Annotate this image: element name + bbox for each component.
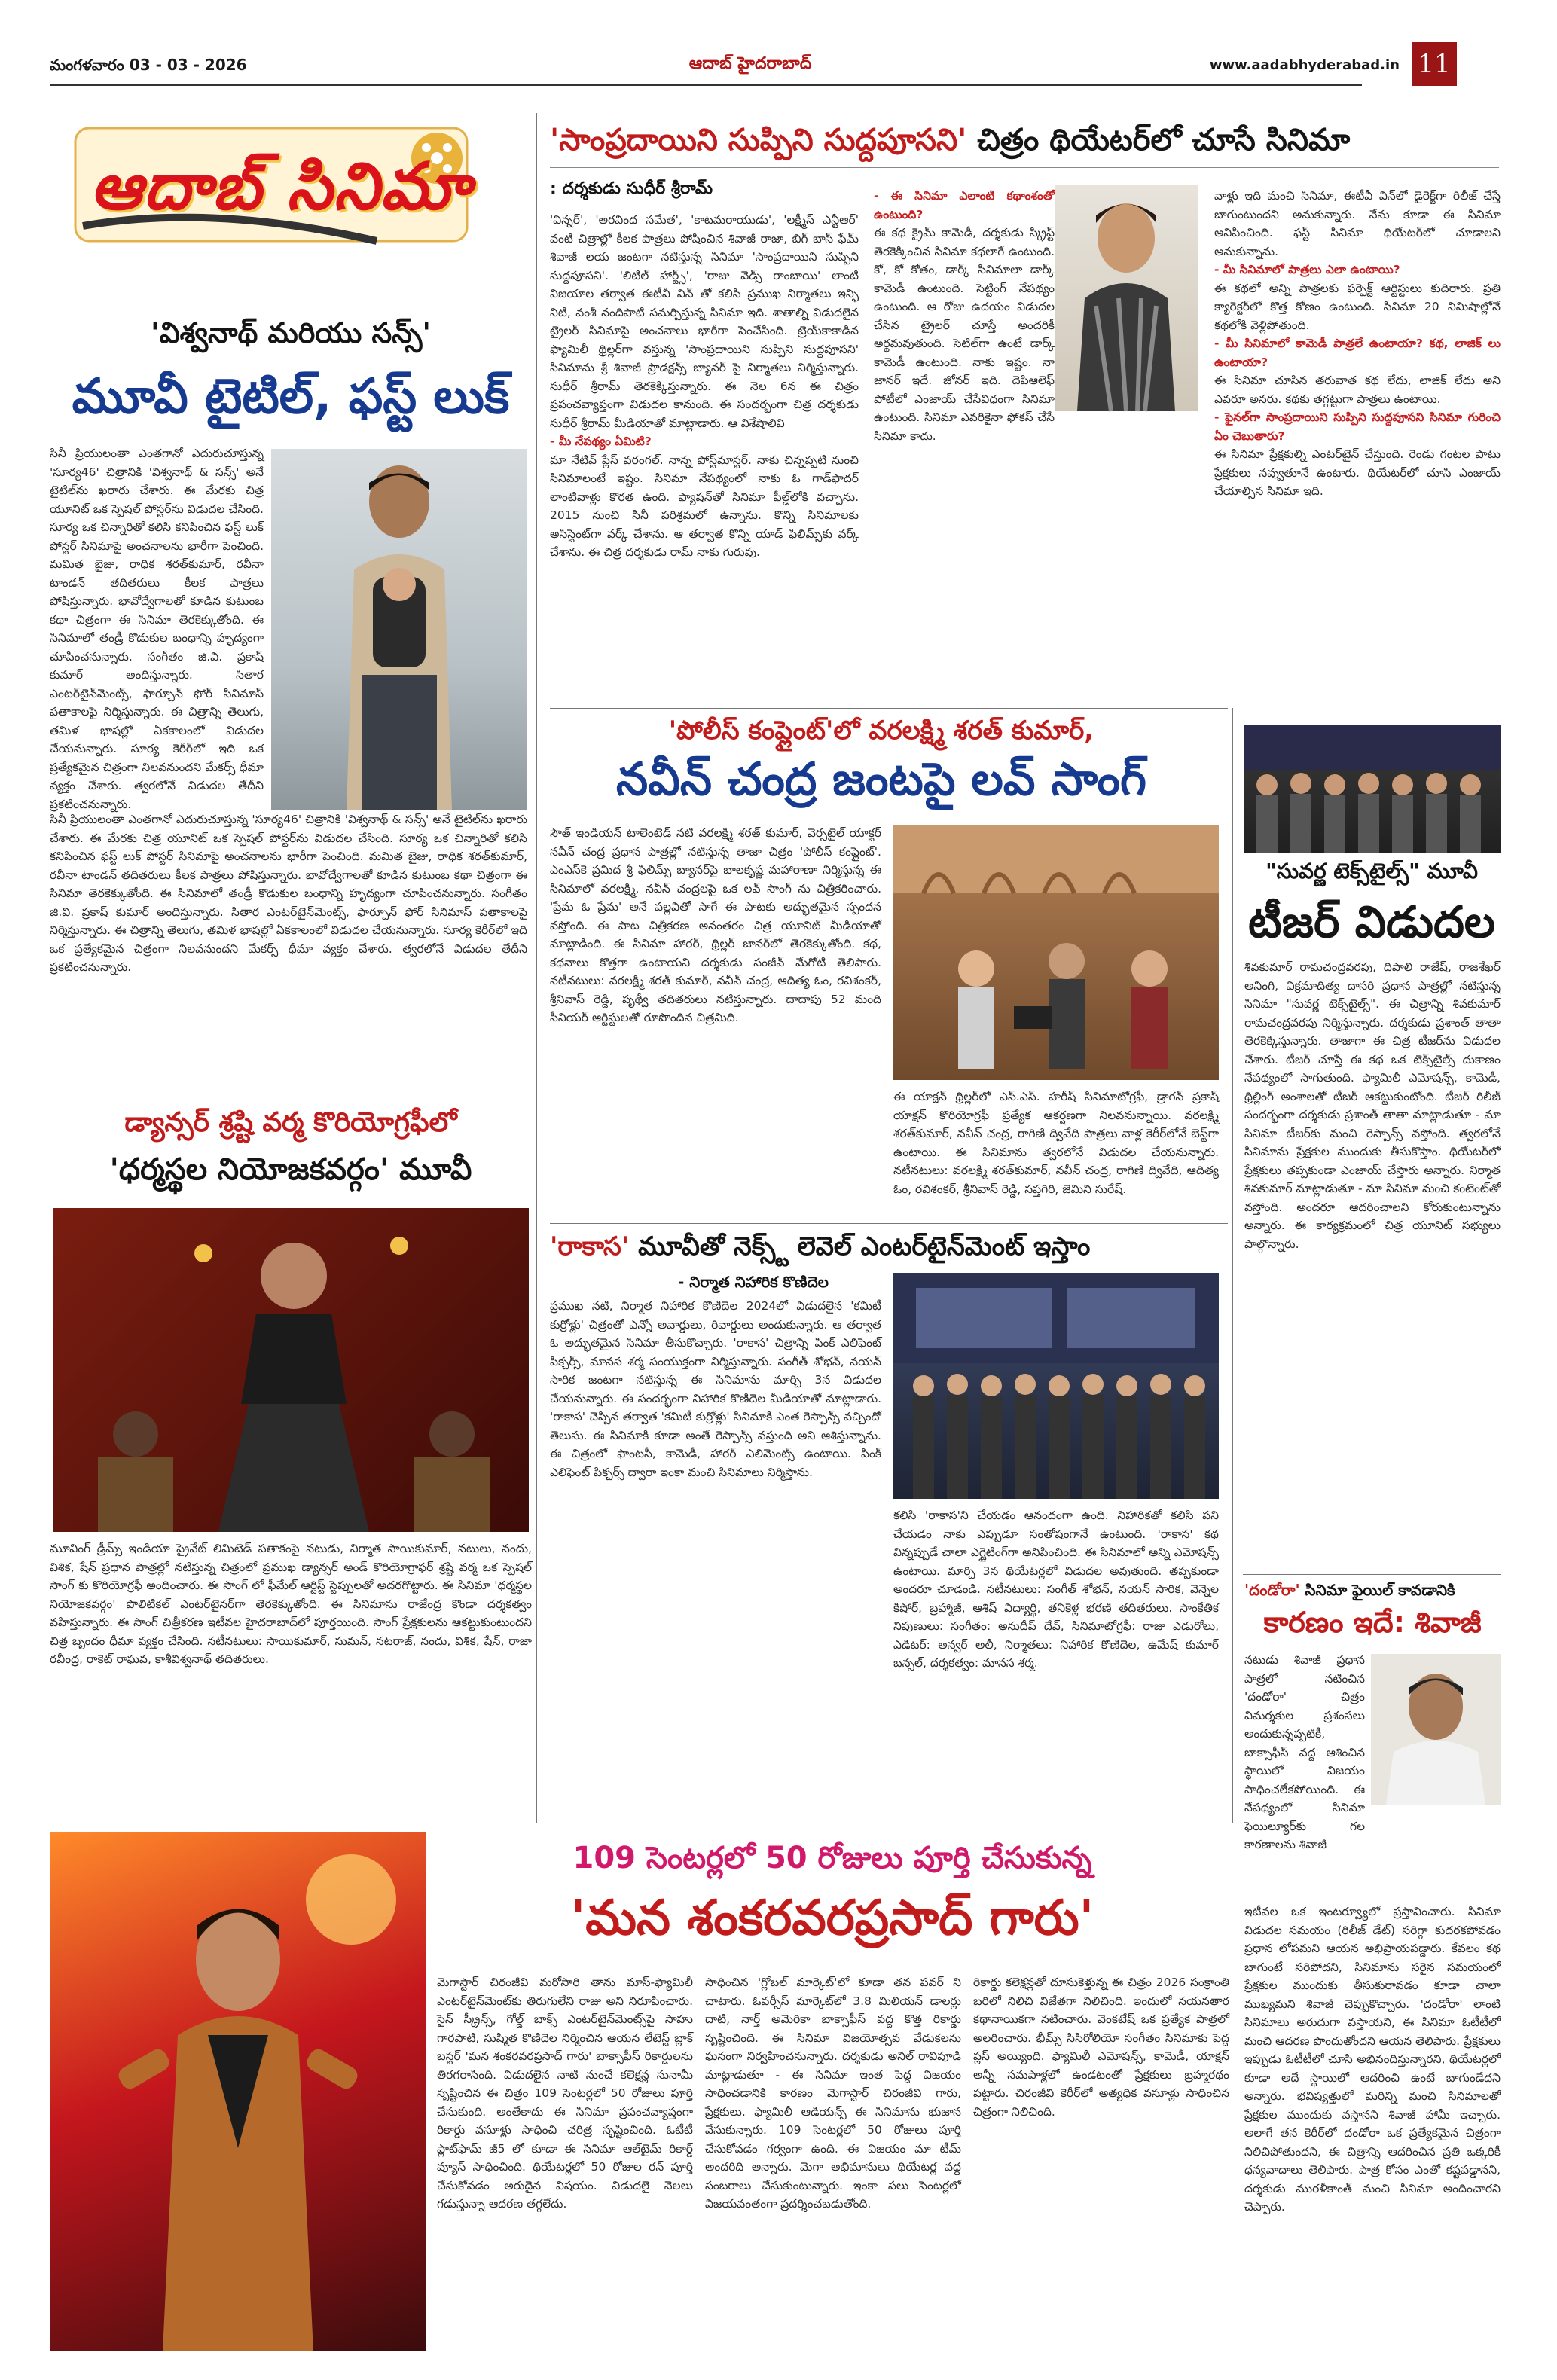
viswanath-text-left bbox=[50, 444, 264, 811]
polish-text-left bbox=[550, 824, 881, 1214]
sankara-body-col2: సాధించిన 'గ్లోబల్ మార్కెట్'లో కూడా తన పవర్ ని చాటారు. ఓవర్సీస్ మార్కెట్‌లో 3.8 మిలియన్ డాలర్లు దాటి, నార్త్ అమెరికా బాక్సాఫీస్ వద్ద కొత్త రికార్డు సృష్టించింది. ఈ సినిమా విజయోత్సవ వేడుకలను ఘనంగా నిర్వహించనున్నారు. దర్శకుడు అనిల్ రావిపూడి మాట్లాడుతూ - ఈ సినిమా ఇంత పెద్ద విజయం సాధించడానికి కారణం మెగాస్టార్ చిరంజీవి గారు, ప్రేక్షకులు. ఫ్యామిలీ ఆడియన్స్ ఈ సినిమాను భుజాన వేసుకున్నారు. 109 సెంటర్లలో 50 రోజులు పూర్తి చేసుకోవడం గర్వంగా ఉంది. ఈ విజయం మా టీమ్ అందరిది అన్నారు. మెగా అభిమానులు థియేటర్ల వద్ద సంబరాలు చేసుకుంటున్నారు. ఇంకా పలు సెంటర్లలో విజయవంతంగా ప్రదర్శించబడుతోంది. bbox=[705, 1976, 961, 2211]
sankara-body-col1: మెగాస్టార్ చిరంజీవి మరోసారి తాను మాస్-ఫ్యామిలీ ఎంటర్‌టైన్‌మెంట్‌కు తిరుగులేని రాజు అని నిరూపించారు. సైన్ స్క్రీన్స్, గోల్డ్ బాక్స్ ఎంటర్‌టైన్‌మెంట్స్‌పై సాహు గారపాటి, సుష్మిత కొణిదెల నిర్మించిన ఆయన లేటెస్ట్ బ్లాక్ బస్టర్ 'మన శంకరవరప్రసాద్ గారు' బాక్సాఫీస్ రికార్డులను తిరగరాసింది. విడుదలైన నాటి నుంచే కలెక్షన్ల సునామీ సృష్టించిన ఈ చిత్రం 109 సెంటర్లలో 50 రోజులు పూర్తి చేసుకుంది. అంతేకాదు ఈ సినిమా ప్రపంచవ్యాప్తంగా రికార్డు వసూళ్లు సాధించి చరిత్ర సృష్టించింది. ఓటీటీ ప్లాట్‌ఫామ్ జీ5 లో కూడా ఈ సినిమా ఆల్‌టైమ్ రికార్డ్ వ్యూస్ సాధించింది. థియేటర్లలో 50 రోజుల రన్ పూర్తి చేసుకోవడం అరుదైన విషయం. విడుదలై నెలలు గడుస్తున్నా ఆదరణ తగ్గలేదు. bbox=[437, 1976, 693, 2211]
polish-line2: నవీన్ చంద్ర జంటపై లవ్ సాంగ్ bbox=[616, 753, 1146, 806]
masthead-title: ఆదాబ్ హైదరాబాద్ bbox=[688, 54, 812, 73]
polish-body-right: ఈ యాక్షన్ థ్రిల్లర్‌లో ఎస్.ఎస్. హరీష్ సినిమాటోగ్రఫీ, డ్రాగన్ ప్రకాష్ యాక్షన్ కొరియోగ్రఫీ ప్రత్యేక ఆకర్షణగా నిలవనున్నాయి. వరలక్ష్మి శరత్‌కుమార్, నవీన్ చంద్ర, రాగిణి ద్వివేది పాత్రలు వాళ్ల కెరీర్‌లోనే బెస్ట్‌గా ఉంటాయి. ఈ సినిమాను త్వరలోనే విడుదల చేయనున్నారు. నటీనటులు: వరలక్ష్మి శరత్‌కుమార్, నవీన్ చంద్ర, రాగిణి ద్వివేది, ఆదిత్య ఓం, రవిశంకర్, శ్రీనివాస్ రెడ్డి, సప్తగిరి, జెమిని సురేష్. bbox=[893, 1090, 1219, 1196]
suvarna-group-photo bbox=[1244, 725, 1501, 853]
polish-line1: 'పోలీస్ కంప్లైంట్'లో వరలక్ష్మి శరత్ కుమార్, bbox=[668, 716, 1094, 746]
left-divider bbox=[536, 113, 537, 1823]
header-date: మంగళవారం 03 - 03 - 2026 bbox=[50, 56, 247, 74]
top-story-a1: మా నేటివ్ ప్లేస్ వరంగల్. నాన్న పోస్ట్‌మాస్టర్. నాకు చిన్నప్పటి నుంచి సినిమాలంటే ఇష్టం. సినిమా నేపథ్యంలో నాకు ఓ గాడ్‌ఫాదర్ లాంటివాళ్లు కొరత ఉంది. ఫ్యాషన్‌తో సినిమా ఫీల్డ్‌లోకి వచ్చాను. 2015 నుంచి సినీ పరిశ్రమలో ఉన్నాను. కొన్ని సినిమాలకు అసిస్టెంట్‌గా వర్క్ చేశాను. ఆ తర్వాత కొన్ని యాడ్ ఫిలిమ్స్‌కు వర్క్ చేశాను. ఈ చిత్ర దర్శకుడు రామ్ నాకు గురువు. bbox=[550, 453, 859, 559]
dharmasthala-line1: డ్యాన్సర్ శ్రష్టి వర్మ కొరియోగ్రఫీలో bbox=[124, 1107, 457, 1138]
suvarna-body: శివకుమార్ రామచంద్రవరపు, దిపాలి రాజేష్, రాజశేఖర్ అనింగి, విక్రమాదిత్య దాసరి ప్రధాన పాత్రల్లో నటిస్తున్న సినిమా "సువర్ణ టెక్స్‌టైల్స్". ఈ చిత్రాన్ని శివకుమార్ రామచంద్రవరపు నిర్మిస్తున్నారు. దర్శకుడు ప్రశాంత్ తాతా తెరకెక్కిస్తున్నారు. తాజాగా ఈ చిత్ర టీజర్‌ను విడుదల చేశారు. టీజర్ చూస్తే ఈ కథ ఒక టెక్స్‌టైల్స్ దుకాణం నేపథ్యంలో సాగుతుంది. ఫ్యామిలీ ఎమోషన్స్, కామెడీ, థ్రిల్లింగ్ అంశాలతో టీజర్ ఆకట్టుకుంటోంది. టీజర్ రిలీజ్ సందర్భంగా దర్శకుడు ప్రశాంత్ తాతా మాట్లాడుతూ - మా సినిమా టీజర్‌కు మంచి రెస్పాన్స్ వస్తోంది. త్వరలోనే సినిమాను ప్రేక్షకుల ముందుకు తీసుకొస్తాం. థియేటర్‌లో ప్రేక్షకులు తప్పకుండా ఎంజాయ్ చేస్తారు అన్నారు. నిర్మాత శివకుమార్ మాట్లాడుతూ - మా సినిమా మంచి కంటెంట్‌తో వస్తోంది. అందరూ ఆదరించాలని కోరుకుంటున్నాను అన్నారు. ఈ కార్యక్రమంలో చిత్ర యూనిట్ సభ్యులు పాల్గొన్నారు. bbox=[1244, 960, 1501, 1251]
top-story-col2-text: ఈ కథ క్రైమ్ కామెడీ, దర్శకుడు స్క్రిప్ట్ తెరకెక్కించిన సినిమా కథలాగే ఉంటుంది. కో, కో కోతం, డార్క్ సినిమాలా డార్క్ కామెడీ ఉంటుంది. సెట్టింగ్ నేపథ్యం ఉంటుంది. ఆ రోజు ఉదయం విడుదల చేసిన ట్రైలర్ చూస్తే అందరికీ అర్థమవుతుంది. సెటిల్‌గా ఉంటే డార్క్ కామెడీ ఉంటుంది. నాకు ఇష్టం. నా జానర్ ఇదే. జోనర్ ఇది. దెపిఆలెఫ్ పోటీలో ఎంజాయ్ చేసేవిధంగా సినిమా ఉంటుంది. సినిమా ఎవరికైనా ఫోకస్ చేసే సినిమా కాదు. bbox=[874, 226, 1055, 443]
viswanath-headline-main: మూవీ టైటిల్, ఫస్ట్ లుక్ bbox=[72, 369, 510, 425]
dharmasthala-line2: 'ధర్మస్థల నియోజకవర్గం' మూవీ bbox=[109, 1152, 472, 1187]
section-logo bbox=[60, 113, 482, 264]
viswanath-text: సినీ ప్రియులంతా ఎంతగానో ఎదురుచూస్తున్న 'సూర్య46' చిత్రానికి 'విశ్వనాథ్ & సన్స్' అనే టైటిల్‌ను ఖరారు చేశారు. ఈ మేరకు చిత్ర యూనిట్ ఒక స్పెషల్ పోస్టర్‌ను విడుదల చేసింది. సూర్య ఒక చిన్నారితో కలిసి కనిపించిన ఫస్ట్ లుక్ పోస్టర్ సినిమాపై అంచనాలను భారీగా పెంచింది. మమిత బైజు, రాధిక శరత్‌కుమార్, రవీనా టాండన్ తదితరులు కీలక పాత్రలు పోషిస్తున్నారు. భావోద్వేగాలతో కూడిన కుటుంబ కథా చిత్రంగా ఈ సినిమా తెరకెక్కుతోంది. ఈ సినిమాలో తండ్రీ కొడుకుల బంధాన్ని హృద్యంగా చూపించనున్నారు. సంగీతం జి.వి. ప్రకాష్ కుమార్ అందిస్తున్నారు. సితార ఎంటర్‌టైన్‌మెంట్స్, ఫార్చూన్ ఫోర్ సినిమాస్ పతాకాలపై నిర్మిస్తున్నారు. ఈ చిత్రాన్ని తెలుగు, తమిళ భాషల్లో ఏకకాలంలో విడుదల చేయనున్నారు. సూర్య కెరీర్‌లో ఇది ఒక ప్రత్యేకమైన చిత్రంగా నిలవనుందని మేకర్స్ ధీమా వ్యక్తం చేశారు. త్వరలోనే విడుదల తేదీని ప్రకటించనున్నారు. bbox=[50, 447, 264, 811]
sankara-line1: 109 సెంటర్లలో 50 రోజులు పూర్తి చేసుకున్న bbox=[572, 1841, 1092, 1875]
rakasa-text-right bbox=[893, 1506, 1219, 1817]
kaaranam-headline-quoted: 'దండోరా' bbox=[1244, 1581, 1300, 1599]
kaaranam-big: కారణం ఇదే: శివాజీ bbox=[1263, 1606, 1482, 1639]
rakasa-body-left: ప్రముఖ నటి, నిర్మాత నిహారిక కొణిదెల 2024లో విడుదలైన 'కమిటీ కుర్రోళ్లు' చిత్రంతో ఎన్నో అవార్డులు, రివార్డులు అందుకున్నారు. ఆ తర్వాత ఓ అద్భుతమైన సినిమా తీసుకొచ్చారు. 'రాకాస' చిత్రాన్ని పింక్ ఎలిఫెంట్ పిక్చర్స్, మానస శర్మ సంయుక్తంగా నిర్మిస్తున్నారు. సంగీత్ శోభన్, నయన్ సారిక జంటగా నటిస్తున్న ఈ సినిమాను మార్చి 3న విడుదల చేయనున్నారు. ఈ సందర్భంగా నిహారిక కొణిదెల మీడియాతో మాట్లాడారు. 'రాకాస' చెప్పిన తర్వాత 'కమిటీ కుర్రోళ్లు' సినిమాకి ఎంత రెస్పాన్స్ వచ్చిందో తెలుసు. ఈ సినిమాకి కూడా అంతే రెస్పాన్స్ వస్తుంది అని ఆశిస్తున్నాను. ఈ చిత్రంలో ఫాంటసీ, కామెడీ, హారర్ ఎలిమెంట్స్ ఉంటాయి. పింక్ ఎలిఫెంట్ పిక్చర్స్ ద్వారా ఇంకా మంచి సినిమాలు నిర్మిస్తాను. bbox=[550, 1299, 881, 1479]
top-story-col3-q3: - ఫైనల్‌గా సాంప్రదాయిని సుప్పిని సుద్దపూసని సినిమా గురించి ఏం చెబుతారు? bbox=[1214, 410, 1501, 443]
suvarna-line2: టీజర్ విడుదల bbox=[1247, 896, 1496, 947]
header-bar bbox=[50, 51, 1451, 81]
viswanath-text-continued: సినీ ప్రియులంతా ఎంతగానో ఎదురుచూస్తున్న 'సూర్య46' చిత్రానికి 'విశ్వనాథ్ & సన్స్' అనే టైటిల్‌ను ఖరారు చేశారు. ఈ మేరకు చిత్ర యూనిట్ ఒక స్పెషల్ పోస్టర్‌ను విడుదల చేసింది. సూర్య ఒక చిన్నారితో కలిసి కనిపించిన ఫస్ట్ లుక్ పోస్టర్ సినిమాపై అంచనాలను భారీగా పెంచింది. మమిత బైజు, రాధిక శరత్‌కుమార్, రవీనా టాండన్ తదితరులు కీలక పాత్రలు పోషిస్తున్నారు. భావోద్వేగాలతో కూడిన కుటుంబ కథా చిత్రంగా ఈ సినిమా తెరకెక్కుతోంది. ఈ సినిమాలో తండ్రీ కొడుకుల బంధాన్ని హృద్యంగా చూపించనున్నారు. సంగీతం జి.వి. ప్రకాష్ కుమార్ అందిస్తున్నారు. సితార ఎంటర్‌టైన్‌మెంట్స్, ఫార్చూన్ ఫోర్ సినిమాస్ పతాకాలపై నిర్మిస్తున్నారు. ఈ చిత్రాన్ని తెలుగు, తమిళ భాషల్లో ఏకకాలంలో విడుదల చేయనున్నారు. సూర్య కెరీర్‌లో ఇది ఒక ప్రత్యేకమైన చిత్రంగా నిలవనుందని మేకర్స్ ధీమా వ్యక్తం చేశారు. త్వరలోనే విడుదల తేదీని ప్రకటించనున్నారు. bbox=[50, 813, 527, 974]
sankara-col3 bbox=[973, 1973, 1229, 2350]
top-story-col2-q: - ఈ సినిమా ఎలాంటి కథాంశంతో ఉంటుంది? bbox=[874, 189, 1055, 221]
dharmasthala-body: మూవింగ్ డ్రీమ్స్ ఇండియా ప్రైవేట్ లిమిటెడ్ పతాకంపై నటుడు, నిర్మాత సాయికుమార్, నటులు, నందు, విశిక, షేన్ ప్రధాన పాత్రల్లో నటిస్తున్న చిత్రంలో ప్రముఖ డ్యాన్సర్ అండ్ కొరియోగ్రాఫర్ శ్రష్టి వర్మ ఒక స్పెషల్ సాంగ్ కు కొరియోగ్రఫీ అందించారు. ఈ సాంగ్ లో ఫీమేల్ ఆర్టిస్ట్ స్టెప్పులతో అదరగొట్టారు. ఈ సినిమా 'ధర్మస్థల నియోజకవర్గం' పొలిటికల్ ఎంటర్‌టైనర్‌గా తెరకెక్కుతోంది. ఈ సినిమాను రాజేంద్ర కొండా దర్శకత్వం వహిస్తున్నారు. ఈ సాంగ్ చిత్రీకరణ ఇటీవల హైదరాబాద్‌లో పూర్తయింది. సాంగ్ ప్రేక్షకులను ఆకట్టుకుంటుందని చిత్ర బృందం ధీమా వ్యక్తం చేసింది. నటీనటులు: సాయికుమార్, సుమన్, నటరాజ్, నందు, విశిక, షేన్, రాజా రవీంద్ర, రాకెట్ రాఘవ, కాశీవిశ్వనాథ్ తదితరులు. bbox=[50, 1542, 532, 1666]
rakasa-body-right: కలిసి 'రాకాస'ని చేయడం ఆనందంగా ఉంది. నిహారికతో కలిసి పని చేయడం నాకు ఎప్పుడూ సంతోషంగానే ఉంటుంది. 'రాకాస' కథ విన్నప్పుడే చాలా ఎగ్జైటింగ్‌గా అనిపించింది. ఈ సినిమాలో అన్ని ఎమోషన్స్ ఉంటాయి. మార్చి 3న థియేటర్లలో విడుదల అవుతుంది. తప్పకుండా అందరూ చూడండి. నటీనటులు: సంగీత్ శోభన్, నయన్ సారిక, వెన్నెల కిషోర్, బ్రహ్మాజీ, ఆశిష్ విద్యార్థి, తనికెళ్ల భరణి తదితరులు. సాంకేతిక నిపుణులు: సంగీతం: అనుదీప్ దేవ్, సినిమాటోగ్రఫీ: రాజు ఎడురోలు, ఎడిటర్: అన్వర్ అలీ, నిర్మాతలు: నిహారిక కొణిదెల, ఉమేష్ కుమార్ బన్సల్, దర్శకత్వం: మానస శర్మ. bbox=[893, 1509, 1219, 1670]
top-story-headline bbox=[550, 121, 1499, 160]
rakasa-headline-rest: మూవీతో నెక్స్ట్ లెవెల్ ఎంటర్‌టైన్‌మెంట్ ఇస్తాం bbox=[638, 1231, 1091, 1262]
top-story-col3-q2: - మీ సినిమాలో కామెడీ పాత్రలే ఉంటాయా? కథ, లాజిక్ లు ఉంటాయా? bbox=[1214, 337, 1501, 369]
sankara-line2: 'మన శంకరవరప్రసాద్ గారు' bbox=[570, 1890, 1094, 1946]
right-hrule-1 bbox=[1243, 1574, 1501, 1575]
mid-hrule-1 bbox=[550, 708, 1228, 709]
top-story-col1 bbox=[550, 211, 859, 693]
top-story-col3-a2: ఈ సినిమా చూసిన తరువాత కథ లేదు, లాజిక్ లేదు అని ఎవరూ అనరు. కథకు తగ్గట్టుగా పాత్రలు ఉంటాయి. bbox=[1214, 374, 1501, 406]
header-website: www.aadabhyderabad.in bbox=[1209, 57, 1400, 73]
right-divider bbox=[1232, 708, 1233, 1823]
chiranjeevi-poster bbox=[50, 1832, 426, 2351]
rakasa-text-left bbox=[550, 1297, 881, 1817]
polish-body-left: సౌత్ ఇండియన్ టాలెంటెడ్ నటి వరలక్ష్మి శరత్ కుమార్, వెర్సటైల్ యాక్టర్ నవీన్ చంద్ర ప్రధాన పాత్రల్లో నటిస్తున్న తాజా చిత్రం 'పోలీస్ కంప్లైంట్'. ఎంఎస్‌కె ప్రమిద శ్రీ ఫిలిమ్స్ బ్యానర్‌పై బాలకృష్ణ మహారాణా నిర్మిస్తున్న ఈ సినిమాలో వరలక్ష్మి, నవీన్ చంద్రలపై ఒక లవ్ సాంగ్ ను చిత్రీకరించారు. 'ప్రేమ ఓ ప్రేమ' అనే పల్లవితో సాగే ఈ పాటకు అద్భుతమైన స్పందన వస్తోంది. ఈ పాట చిత్రీకరణ అనంతరం చిత్ర యూనిట్ మీడియాతో మాట్లాడింది. ఈ సినిమా హారర్, థ్రిల్లర్ జానర్‌లో తెరకెక్కుతోంది. కథ, కథనాలు కొత్తగా ఉంటాయని దర్శకుడు సంజీవ్ మేగోటి తెలిపారు. నటీనటులు: వరలక్ష్మి శరత్ కుమార్, నవీన్ చంద్ర, ఆదిత్య ఓం, రవిశంకర్, శ్రీనివాస్ రెడ్డి, పృథ్వీ తదితరులు నటిస్తున్నారు. దాదాపు 52 మంది సీనియర్ ఆర్టిస్టులతో రూపొందిన చిత్రమిది. bbox=[550, 826, 881, 1024]
rakasa-headline bbox=[550, 1229, 1228, 1264]
sankara-col1 bbox=[437, 1973, 693, 2350]
header-rule bbox=[50, 84, 1362, 86]
polish-shoot-photo bbox=[893, 825, 1219, 1080]
top-story-q1: - మీ నేపథ్యం ఏమిటి? bbox=[550, 435, 652, 448]
page-number-badge: 11 bbox=[1412, 42, 1457, 86]
top-story-col3-q1: - మీ సినిమాలో పాత్రలు ఎలా ఉంటాయి? bbox=[1214, 263, 1400, 276]
top-story-col1-text: 'విన్నర్', 'అరవింద సమేత', 'కాటమరాయుడు', 'లక్ష్మీస్ ఎన్టీఆర్' వంటి చిత్రాల్లో కీలక పాత్రలు పోషించిన శివాజీ రాజా, బిగ్ బాస్ ఫేమ్ శివాజీ లయ జంటగా నటిస్తున్న సినిమా 'సాంప్రదాయిని సుప్పిని సుద్దపూసని'. 'లిటిల్ హార్ట్స్', 'రాజు వెడ్స్ రాంబాయి' లాంటి విజయాల తర్వాత ఈటీవీ విన్ తో కలిసి ప్రముఖ నిర్మాతలు ఇన్ఫి నిటి, వంశీ నందిపాటి సమర్పిస్తున్న సినిమా ఇది. శాతాల్ని విడుదలైన ట్రైలర్ సినిమాపై అంచనాలు భారీగా పెంచేసింది. ట్రెయ్‌కాకాడిన ఫ్యామిలీ థ్రిల్లర్‌గా వస్తున్న 'సాంప్రదాయిని సుప్పిని సుద్దపూసని' సినిమాను శ్రీ శివాజీ ప్రొడక్షన్స్ బ్యానర్ పై నిర్మాతలు నిర్మిస్తున్నారు. సుధీర్ శ్రీరామ్ తెరకెక్కిస్తున్నారు. ఈ నెల 6న ఈ చిత్రం ప్రపంచవ్యాప్తంగా విడుదల కానుంది. ఈ సందర్భంగా చిత్ర దర్శకుడు సుధీర్ శ్రీరామ్ మీడియాతో మాట్లాడారు. ఆ విశేషాలివి bbox=[550, 213, 859, 430]
section-logo-text: ఆదాబ్ సినిమా bbox=[90, 149, 472, 224]
top-story-col3-text: వాళ్లు ఇది మంచి సినిమా, ఈటీవీ విన్‌లో డైరెక్ట్‌గా రిలీజ్ చేస్తే బాగుంటుందని అనుకున్నారు. నేను కూడా ఈ సినిమా అనిపించింది. ఫస్ట్ సినిమా థియేటర్‌లో చూడాలని అనుకున్నాను. bbox=[1214, 189, 1501, 258]
top-story-headline-rest: చిత్రం థియేటర్‌లో చూసే సినిమా bbox=[977, 123, 1351, 157]
director-photo bbox=[1055, 185, 1198, 411]
kaaranam-body-left: నటుడు శివాజీ ప్రధాన పాత్రలో నటించిన 'దండోరా' చిత్రం విమర్శకుల ప్రశంసలు అందుకున్నప్పటికీ, బాక్సాఫీస్ వద్ద ఆశించిన స్థాయిలో విజయం సాధించలేకపోయింది. ఈ నేపథ్యంలో సినిమా ఫెయిల్యూర్‌కు గల కారణాలను శివాజీ bbox=[1244, 1653, 1365, 1851]
top-story-rule bbox=[550, 167, 1499, 168]
kaaranam-text-full bbox=[1244, 1902, 1501, 2354]
top-story-col3-a1: ఈ కథలో అన్ని పాత్రలకు ఫర్ఫెక్ట్ ఆర్టిస్టులు కుదిరారు. ప్రతి క్యారెక్టర్‌లో కొత్త కోణం ఉంటుంది. సినిమా 20 నిమిషాల్లోనే కథలోకి వెళ్లిపోతుంది. bbox=[1214, 281, 1501, 332]
mid-hrule-2 bbox=[550, 1223, 1228, 1224]
top-story-col3 bbox=[1214, 187, 1501, 693]
suvarna-text bbox=[1244, 958, 1501, 1568]
suriya-poster bbox=[271, 449, 527, 810]
kaaranam-text-left bbox=[1244, 1651, 1365, 1899]
sivaji-photo bbox=[1371, 1654, 1501, 1805]
kaaranam-headline-rest: సినిమా ఫైయిల్ కావడానికి bbox=[1305, 1581, 1455, 1599]
top-story-col3-a3: ఈ సినిమా ప్రేక్షకుల్ని ఎంటర్‌టైన్ చేస్తుంది. రెండు గంటల పాటు ప్రేక్షకులు నవ్వుతూనే ఉంటారు. థియేటర్‌లో చూసి ఎంజాయ్ చేయాల్సిన సినిమా ఇది. bbox=[1214, 447, 1501, 498]
dance-song-still bbox=[53, 1208, 529, 1532]
top-story-byline: : దర్శకుడు సుధీర్ శ్రీరామ్ bbox=[550, 179, 713, 198]
top-story-headline-quoted: 'సాంప్రదాయిని సుప్పిని సుద్దపూసని' bbox=[550, 123, 967, 157]
suvarna-line1: "సువర్ణ టెక్స్‌టైల్స్" మూవీ bbox=[1265, 859, 1478, 883]
viswanath-headline-quoted: 'విశ్వనాథ్ మరియు సన్స్' bbox=[150, 316, 432, 349]
sankara-col2 bbox=[705, 1973, 961, 2350]
rakasa-byline: - నిర్మాత నిహారిక కొణిదెల bbox=[678, 1273, 829, 1291]
top-story-col2 bbox=[874, 187, 1055, 693]
rakasa-event-photo bbox=[893, 1273, 1219, 1499]
kaaranam-headline bbox=[1244, 1579, 1501, 1601]
polish-text-right bbox=[893, 1088, 1219, 1216]
rakasa-headline-quoted: 'రాకాస' bbox=[550, 1231, 630, 1262]
dharmasthala-text bbox=[50, 1539, 532, 1823]
sankara-body-col3: రికార్డు కలెక్షన్లతో దూసుకెళ్తున్న ఈ చిత్రం 2026 సంక్రాంతి బరిలో నిలిచి విజేతగా నిలిచింది. ఇందులో నయనతార కథానాయికగా నటించారు. వెంకటేష్ ఒక ప్రత్యేక పాత్రలో అలరించారు. భీమ్స్ సిసిరోలియో సంగీతం సినిమాకు పెద్ద ప్లస్ అయ్యింది. ఫ్యామిలీ ఎమోషన్స్, కామెడీ, యాక్షన్ అన్నీ సమపాళ్లలో ఉండటంతో ప్రేక్షకులు బ్రహ్మరథం పట్టారు. చిరంజీవి కెరీర్‌లో అత్యధిక వసూళ్లు సాధించిన చిత్రంగా నిలిచింది. bbox=[973, 1976, 1229, 2119]
kaaranam-body-full: ఇటీవల ఒక ఇంటర్వ్యూలో ప్రస్తావించారు. సినిమా విడుదల సమయం (రిలీజ్ డేట్) సరిగ్గా కుదరకపోవడం ప్రధాన లోపమని ఆయన అభిప్రాయపడ్డారు. కేవలం కథ బాగుంటే సరిపోదని, సినిమాను సరైన సమయంలో ప్రేక్షకుల ముందుకు తీసుకురావడం కూడా చాలా ముఖ్యమని శివాజీ చెప్పుకొచ్చారు. 'దండోరా' లాంటి సినిమాలు అరుదుగా వస్తాయని, ఈ సినిమా ఓటీటీలో మంచి ఆదరణ పొందుతోందని ఆయన తెలిపారు. ప్రేక్షకులు ఇప్పుడు ఓటీటీలో చూసి అభినందిస్తున్నారని, థియేటర్లలో కూడా అదే స్థాయిలో ఆదరించి ఉంటే బాగుండేదని అన్నారు. భవిష్యత్తులో మరిన్ని మంచి సినిమాలతో ప్రేక్షకుల ముందుకు వస్తానని శివాజీ హామీ ఇచ్చారు. అలాగే తన కెరీర్‌లో దండోరా ఒక ప్రత్యేకమైన చిత్రంగా నిలిచిపోతుందని, ఈ చిత్రాన్ని ఆదరించిన ప్రతి ఒక్కరికీ ధన్యవాదాలు తెలిపారు. పాత్ర కోసం ఎంతో కష్టపడ్డానని, దర్శకుడు మురళీకాంత్ మంచి సినిమా అందించారని చెప్పారు. bbox=[1244, 1905, 1501, 2214]
viswanath-text-bottom bbox=[50, 810, 527, 1092]
